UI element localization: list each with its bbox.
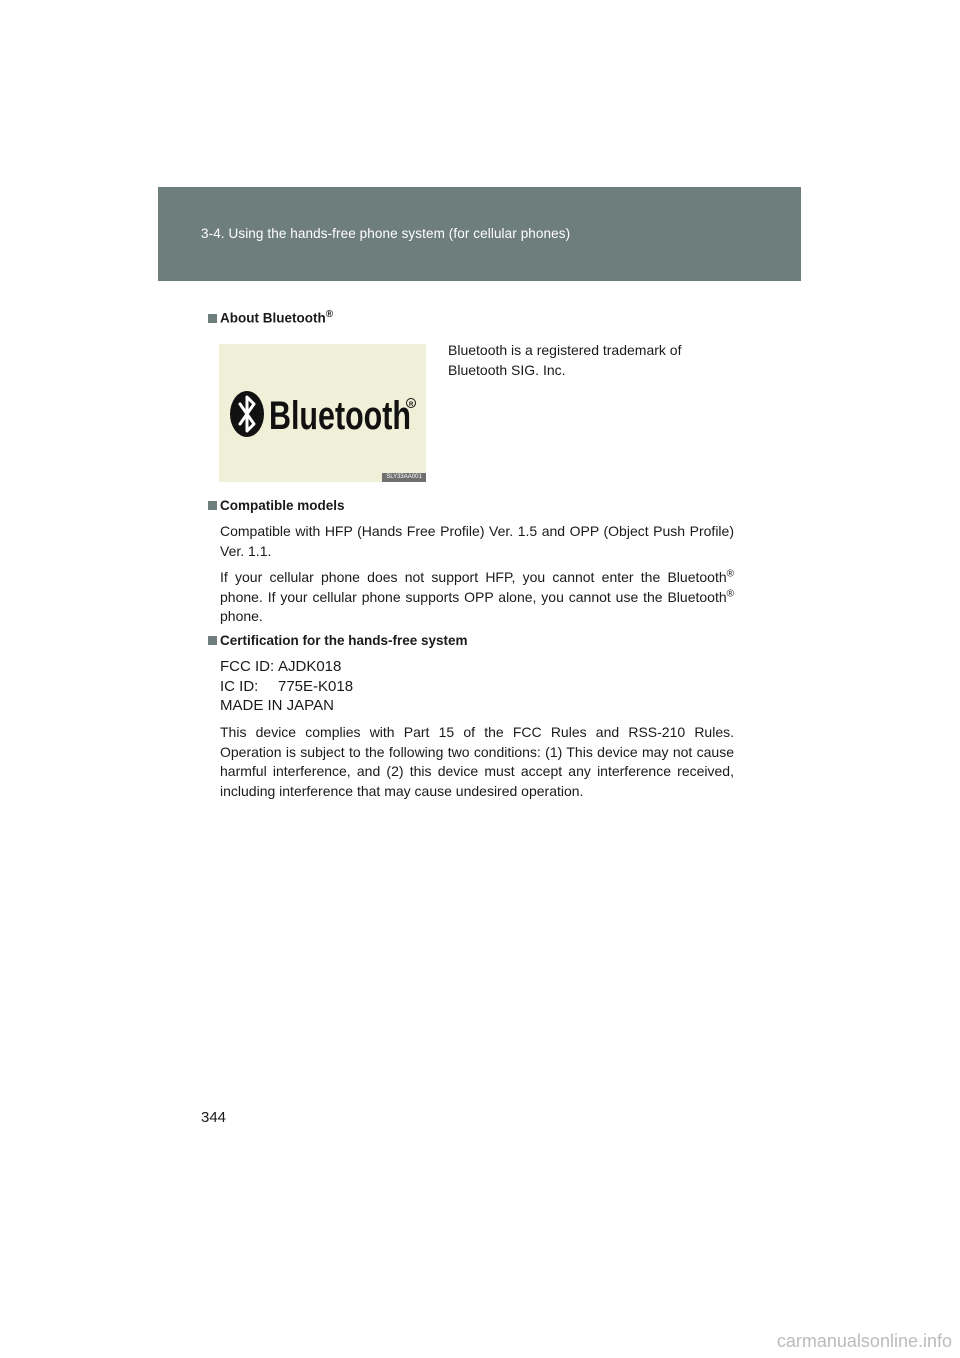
- certification-ids: [220, 657, 353, 716]
- svg-text:R: R: [409, 402, 414, 408]
- registered-mark: ®: [726, 568, 734, 580]
- figure-code: SLY33AA001: [382, 473, 426, 482]
- trademark-note-line1: Bluetooth is a registered trademark of: [448, 342, 682, 358]
- certification-heading-text: Certification for the hands-free system: [220, 633, 468, 648]
- para2-part-c: phone.: [220, 608, 263, 624]
- compatible-paragraph-2: [220, 568, 734, 627]
- fcc-id-value: AJDK018: [278, 658, 342, 675]
- certification-heading: [208, 633, 468, 648]
- trademark-note-line2: Bluetooth SIG. Inc.: [448, 361, 566, 378]
- ic-id-label: IC ID:: [220, 677, 259, 695]
- ic-id-value: 775E-K018: [278, 677, 354, 695]
- about-heading-text: About Bluetooth: [220, 310, 326, 326]
- fcc-id-row: [220, 657, 353, 677]
- about-bluetooth-heading: [208, 309, 333, 326]
- registered-mark: ®: [325, 309, 334, 320]
- fcc-id-label: FCC ID:: [220, 658, 275, 675]
- para2-part-a: If your cellular phone does not support HFP, you cannot enter the Bluetooth: [220, 569, 727, 585]
- compatible-heading-text: Compatible models: [220, 498, 345, 513]
- square-bullet-icon: [208, 314, 217, 323]
- bluetooth-logo: [219, 344, 426, 482]
- para2-part-b: phone. If your cellular phone supports OPP alone, you cannot use the Bluetooth: [220, 588, 727, 605]
- compatible-models-heading: [208, 498, 345, 513]
- made-in-row: MADE IN JAPAN: [220, 697, 334, 714]
- page-number: 344: [201, 1109, 227, 1126]
- ic-id-row: [220, 677, 353, 697]
- certification-paragraph: This device complies with Part 15 of the FCC Rules and RSS-210 Rules. Operation is subject to the following two conditions: (1) This device may not cause harmful interference, and (2) this device must accept any interference received, including interference that may cause undesired operation.: [220, 724, 734, 799]
- bluetooth-logo-figure: [219, 344, 426, 482]
- square-bullet-icon: [208, 636, 217, 645]
- section-title: 3-4. Using the hands-free phone system (for cellular phones): [201, 226, 571, 241]
- site-watermark: carmanualsonline.info: [776, 1331, 952, 1351]
- registered-mark: ®: [726, 587, 734, 599]
- logo-wordmark: Bluetooth: [269, 394, 411, 438]
- square-bullet-icon: [208, 501, 217, 510]
- section-header-band: [158, 187, 801, 281]
- trademark-note: [448, 341, 748, 380]
- compatible-paragraph-1: Compatible with HFP (Hands Free Profile) Ver. 1.5 and OPP (Object Push Profile) Ver. 1.1.: [220, 523, 734, 559]
